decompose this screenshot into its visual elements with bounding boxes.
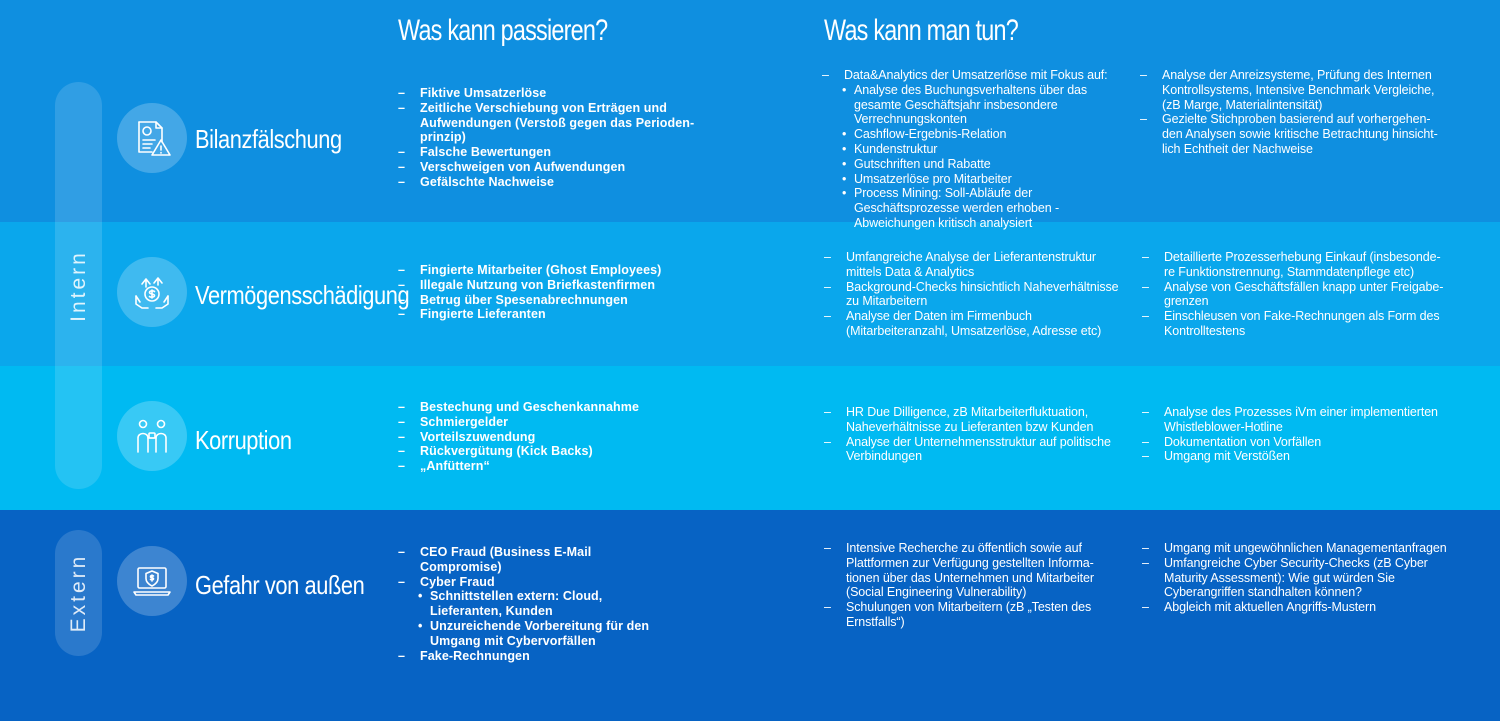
list-item: – CEO Fraud (Business E-Mail Compromise) (398, 545, 658, 575)
list-item: – Umfangreiche Analyse der Lieferantenstruktur mittels Data & Analytics (824, 250, 1124, 280)
list-item: • Unzureichende Vorbereitung für den Umgang mit Cybervorfällen (398, 619, 658, 649)
header-risks: Was kann passieren? (398, 14, 608, 47)
risks-list-korruption (398, 400, 698, 474)
list-item: – Bestechung und Geschenkannahme (398, 400, 698, 415)
list-item: – Vorteilszuwendung (398, 430, 698, 445)
category-title-korruption: Korruption (195, 425, 292, 455)
list-item: – Detaillierte Prozesserhebung Einkauf (insbesonde-re Funktionstrennung, Stammdatenpflege etc) (1142, 250, 1447, 280)
list-item: – Fake-Rechnungen (398, 649, 658, 664)
category-title-bilanzfaelschung: Bilanzfälschung (195, 124, 342, 154)
list-item: – Einschleusen von Fake-Rechnungen als Form des Kontrolltestens (1142, 309, 1447, 339)
list-item: – Schmiergelder (398, 415, 698, 430)
risks-list-bilanzfaelschung (398, 86, 698, 190)
list-item: – Fingierte Lieferanten (398, 307, 698, 322)
list-item: – Analyse von Geschäftsfällen knapp unter Freigabe-grenzen (1142, 280, 1447, 310)
list-item: – Rückvergütung (Kick Backs) (398, 444, 698, 459)
category-title-gefahr-von-aussen: Gefahr von außen (195, 570, 365, 600)
list-item: – Gezielte Stichproben basierend auf vorhergehen-den Analysen sowie kritische Betrachtung hinsicht-lich Echtheit der Nachweise (1140, 112, 1445, 156)
list-item: – Umgang mit Verstößen (1142, 449, 1447, 464)
category-title-vermoegensschaedigung: Vermögensschädigung (195, 280, 410, 310)
actions-a-list-bilanzfaelschung (822, 68, 1130, 231)
list-item: – Schulungen von Mitarbeitern (zB „Testen des Ernstfalls“) (824, 600, 1124, 630)
money-growth-icon (117, 257, 187, 327)
list-item: – Umfangreiche Cyber Security-Checks (zB Cyber Maturity Assessment): Wie gut würden Sie Cyberangriffen standhalten können? (1142, 556, 1447, 600)
group-intern-label: Intern (66, 249, 90, 322)
list-item: – Cyber Fraud (398, 575, 658, 590)
list-item: – Fingierte Mitarbeiter (Ghost Employees) (398, 263, 698, 278)
list-item: • Umsatzerlöse pro Mitarbeiter (822, 172, 1130, 187)
list-item: • Cashflow-Ergebnis-Relation (822, 127, 1130, 142)
list-item: – Illegale Nutzung von Briefkastenfirmen (398, 278, 698, 293)
list-item: • Analyse des Buchungsverhaltens über das gesamte Geschäftsjahr insbesondere Verrechnungskonten (822, 83, 1130, 127)
group-intern (55, 82, 102, 489)
list-item: – Analyse des Prozesses iVm einer implementierten Whistleblower-Hotline (1142, 405, 1447, 435)
document-warning-icon (117, 103, 187, 173)
group-extern (55, 530, 102, 656)
actions-b-list-vermoegensschaedigung (1142, 250, 1447, 339)
group-extern-label: Extern (66, 553, 90, 633)
list-item: – Zeitliche Verschiebung von Erträgen und Aufwendungen (Verstoß gegen das Perioden-prinzip) (398, 101, 698, 145)
list-item: – Analyse der Anreizsysteme, Prüfung des Internen Kontrollsystems, Intensive Benchmark Vergleiche, (zB Marge, Materialintensität) (1140, 68, 1445, 112)
list-item: – Analyse der Unternehmensstruktur auf politische Verbindungen (824, 435, 1124, 465)
list-item: – Falsche Bewertungen (398, 145, 698, 160)
list-item: – Abgleich mit aktuellen Angriffs-Mustern (1142, 600, 1447, 615)
list-item: – Data&Analytics der Umsatzerlöse mit Fokus auf: (822, 68, 1130, 83)
list-item: – Background-Checks hinsichtlich Naheverhältnisse zu Mitarbeitern (824, 280, 1124, 310)
actions-a-list-gefahr-von-aussen (824, 541, 1124, 630)
actions-a-list-korruption (824, 405, 1124, 464)
list-item: – Dokumentation von Vorfällen (1142, 435, 1447, 450)
actions-b-list-gefahr-von-aussen (1142, 541, 1447, 615)
list-item: • Kundenstruktur (822, 142, 1130, 157)
laptop-shield-icon (117, 546, 187, 616)
list-item: – Verschweigen von Aufwendungen (398, 160, 698, 175)
list-item: – Umgang mit ungewöhnlichen Managementanfragen (1142, 541, 1447, 556)
list-item: – Intensive Recherche zu öffentlich sowie auf Plattformen zur Verfügung gestellten Informa-tionen über das Unternehmen und Mitarbeiter (Social Engineering Vulnerability) (824, 541, 1124, 600)
list-item: – HR Due Dilligence, zB Mitarbeiterfluktuation, Naheverhältnisse zu Lieferanten bzw Kunden (824, 405, 1124, 435)
list-item: – Betrug über Spesenabrechnungen (398, 293, 698, 308)
list-item: – Fiktive Umsatzerlöse (398, 86, 698, 101)
list-item: – Gefälschte Nachweise (398, 175, 698, 190)
list-item: • Schnittstellen extern: Cloud, Lieferanten, Kunden (398, 589, 658, 619)
list-item: – Analyse der Daten im Firmenbuch (Mitarbeiteranzahl, Umsatzerlöse, Adresse etc) (824, 309, 1124, 339)
header-actions: Was kann man tun? (824, 14, 1018, 47)
list-item: • Process Mining: Soll-Abläufe der Geschäftsprozesse werden erhoben - Abweichungen kritisch analysiert (822, 186, 1130, 230)
risks-list-gefahr-von-aussen (398, 545, 658, 663)
list-item: – „Anfüttern“ (398, 459, 698, 474)
actions-a-list-vermoegensschaedigung (824, 250, 1124, 339)
people-handshake-icon (117, 401, 187, 471)
actions-b-list-bilanzfaelschung (1140, 68, 1445, 157)
actions-b-list-korruption (1142, 405, 1447, 464)
list-item: • Gutschriften und Rabatte (822, 157, 1130, 172)
risks-list-vermoegensschaedigung (398, 263, 698, 322)
